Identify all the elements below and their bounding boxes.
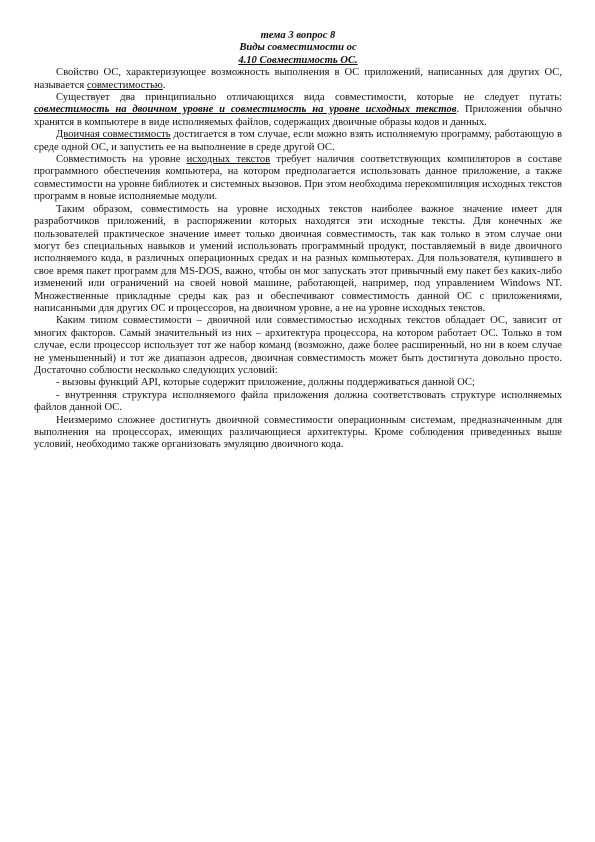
topic-label: тема 3 вопрос 8 [260, 30, 336, 41]
term-compatibility-types: совместимость на двоичном уровне и совместимость на уровне исходных текстов [34, 104, 457, 116]
paragraph-4-end: требует наличия соответствующих компиляторов в составе программного обеспечения компьютера, на котором предполагается использовать данное приложение, а также совместимости на уровне библиотек и системных вызовов. При этом необходима перекомпиляция исходных текстов программ в новые исполняемые модули. [34, 154, 562, 203]
subtitle: Виды совместимости ос [239, 42, 357, 54]
paragraph-1-text: Свойство ОС, характеризующее возможность выполнения в ОС приложений, написанных для других ОС, называется [34, 67, 562, 91]
document-page [34, 30, 562, 452]
paragraph-5: Таким образом, совместимость на уровне исходных текстов наиболее важное значение имеет для разработчиков приложений, в распоряжении которых находятся эти исходные тексты. Для конечных же пользователей практическое значение имеет только двоичная совместимость, так как только в этом случае они могут без специальных навыков и умений использовать программный продукт, поставляемый в виде двоичного исполняемого кода, в различных операционных средах и на разных компьютерах. Для пользователя, купившего в свое время пакет программ для MS-DOS, важно, чтобы он мог запускать этот привычный ему пакет без каких-либо изменений или ограничений на своей новой машине, работающей, например, под управлением Windows NT. Множественные прикладные среды как раз и обеспечивают совместимость данной ОС с приложениями, написанными для других ОС и процессоров, на двоичном уровне, а не на уровне исходных текстов. [34, 203, 562, 314]
term-binary-compatibility: Двоичная совместимость [56, 129, 171, 141]
list-item: - внутренняя структура исполняемого файла приложения должна соответствовать структуре исполняемых файлов данной ОС. [34, 389, 562, 414]
term-source-texts: исходных текстов [186, 154, 271, 166]
paragraph-7: Неизмеримо сложнее достигнуть двоичной совместимости операционным системам, предназначенным для выполнения на процессорах, имеющих различающиеся архитектуры. Кроме соблюдения приведенных выше условий, необходимо также организовать эмуляцию двоичного кода. [34, 414, 562, 451]
paragraph-2 [34, 92, 562, 129]
section-title: 4.10 Совместимость ОС. [238, 54, 358, 66]
paragraph-1 [34, 67, 562, 92]
paragraph-2-text: Существует два принципиально отличающихся вида совместимости, которые не следует путать: [56, 92, 562, 104]
paragraph-6: Каким типом совместимости – двоичной или совместимостью исходных текстов обладает ОС, зависит от многих факторов. Самый значительный из них – архитектура процессора, на котором работает ОС. Только в том случае, если процессор использует тот же набор команд (возможно, даже более расширенный, но ни в коем случае не уменьшенный) и тот же диапазон адресов, двоичная совместимость может быть достигнута довольно просто. Достаточно соблюсти несколько следующих условий: [34, 315, 562, 376]
paragraph-2-end: . Приложения обычно хранятся в компьютере в виде исполняемых файлов, содержащих двоичные образы кодов и данных. [34, 104, 562, 128]
term-compatibility: совместимостью [86, 79, 163, 91]
paragraph-4-text: Совместимость на уровне [56, 154, 187, 166]
list-item: - вызовы функций API, которые содержит приложение, должны поддерживаться данной ОС; [56, 377, 475, 389]
paragraph-3 [34, 129, 562, 154]
paragraph-1-end: . [162, 79, 166, 91]
paragraph-4 [34, 154, 562, 204]
paragraph-3-text: достигается в том случае, если можно взять исполняемую программу, работающую в среде одной ОС, и запустить ее на выполнение в среде другой ОС. [34, 129, 562, 153]
